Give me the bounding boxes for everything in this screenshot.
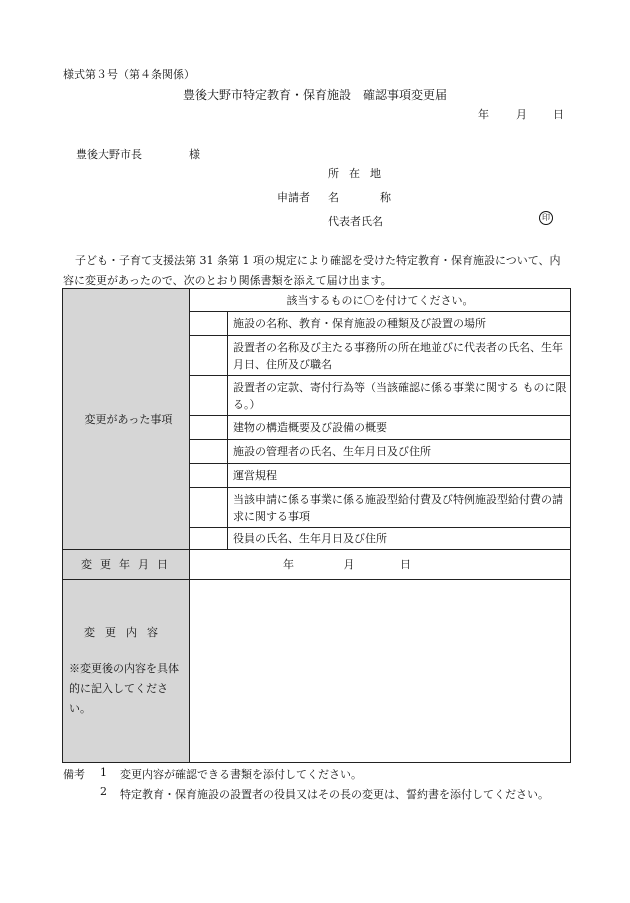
change-content-field[interactable] (190, 580, 571, 763)
changed-items-label: 変更があった事項 (63, 289, 190, 550)
applicant-label: 申請者 (277, 191, 310, 204)
item-checkbox[interactable] (190, 376, 228, 416)
item-label: 設置者の定款、寄付行為等（当該確認に係る事業に関する ものに限る。） (228, 376, 571, 416)
change-date-field[interactable] (190, 550, 571, 580)
item-label: 施設の名称、教育・保育施設の種類及び設置の場所 (228, 312, 571, 336)
addressee-name: 豊後大野市長 (76, 148, 142, 161)
note-number: 1 (100, 766, 107, 779)
item-checkbox[interactable] (190, 488, 228, 528)
date-year-label: 年 (478, 108, 489, 121)
change-date-month: 月 (343, 558, 355, 571)
document-title: 豊後大野市特定教育・保育施設 確認事項変更届 (182, 88, 447, 102)
change-date-label: 変更年月日 (63, 550, 190, 580)
instruction-text: 該当するものに〇を付けてください。 (190, 289, 571, 312)
note-text: 変更内容が確認できる書類を添付してください。 (120, 768, 362, 781)
item-checkbox[interactable] (190, 416, 228, 440)
applicant-name-label-a: 名 (328, 191, 339, 204)
item-label: 役員の氏名、生年月日及び住所 (228, 528, 571, 550)
item-label: 設置者の名称及び主たる事務所の所在地並びに代表者の氏名、生年月日、住所及び職名 (228, 336, 571, 376)
change-content-note: ※変更後の内容を具体的に記入してください。 (69, 661, 179, 715)
addressee-honorific: 様 (189, 148, 200, 161)
item-label: 建物の構造概要及び設備の概要 (228, 416, 571, 440)
item-checkbox[interactable] (190, 440, 228, 464)
item-checkbox[interactable] (190, 528, 228, 550)
representative-label: 代表者氏名 (328, 215, 383, 228)
note-text: 特定教育・保育施設の設置者の役員又はその長の変更は、誓約書を添付してください。 (120, 788, 549, 801)
table-row (63, 550, 571, 580)
change-form-table (62, 288, 571, 763)
table-row (63, 580, 571, 763)
notes-title: 備考 (63, 768, 85, 781)
item-checkbox[interactable] (190, 464, 228, 488)
item-label: 当該申請に係る事業に係る施設型給付費及び特例施設型給付費の請求に関する事項 (228, 488, 571, 528)
date-day-label: 日 (553, 108, 564, 121)
change-content-label: 変更内容 (84, 625, 168, 639)
item-label: 運営規程 (228, 464, 571, 488)
change-content-label-cell (63, 580, 190, 763)
item-checkbox[interactable] (190, 336, 228, 376)
applicant-name-label-b: 称 (380, 191, 391, 204)
item-checkbox[interactable] (190, 312, 228, 336)
applicant-address-label: 所在地 (328, 167, 391, 180)
form-number: 様式第３号（第４条関係） (63, 68, 195, 81)
change-date-day: 日 (400, 558, 411, 571)
item-label: 施設の管理者の氏名、生年月日及び住所 (228, 440, 571, 464)
change-date-year: 年 (283, 558, 294, 571)
note-number: 2 (100, 785, 107, 798)
table-row (63, 289, 571, 312)
seal-mark: 印 (539, 211, 553, 225)
date-month-label: 月 (516, 108, 527, 121)
body-text: 子ども・子育て支援法第 31 条第 1 項の規定により確認を受けた特定教育・保育施設について、内容に変更があったので、次のとおり関係書類を添えて届け出ます。 (63, 254, 561, 287)
